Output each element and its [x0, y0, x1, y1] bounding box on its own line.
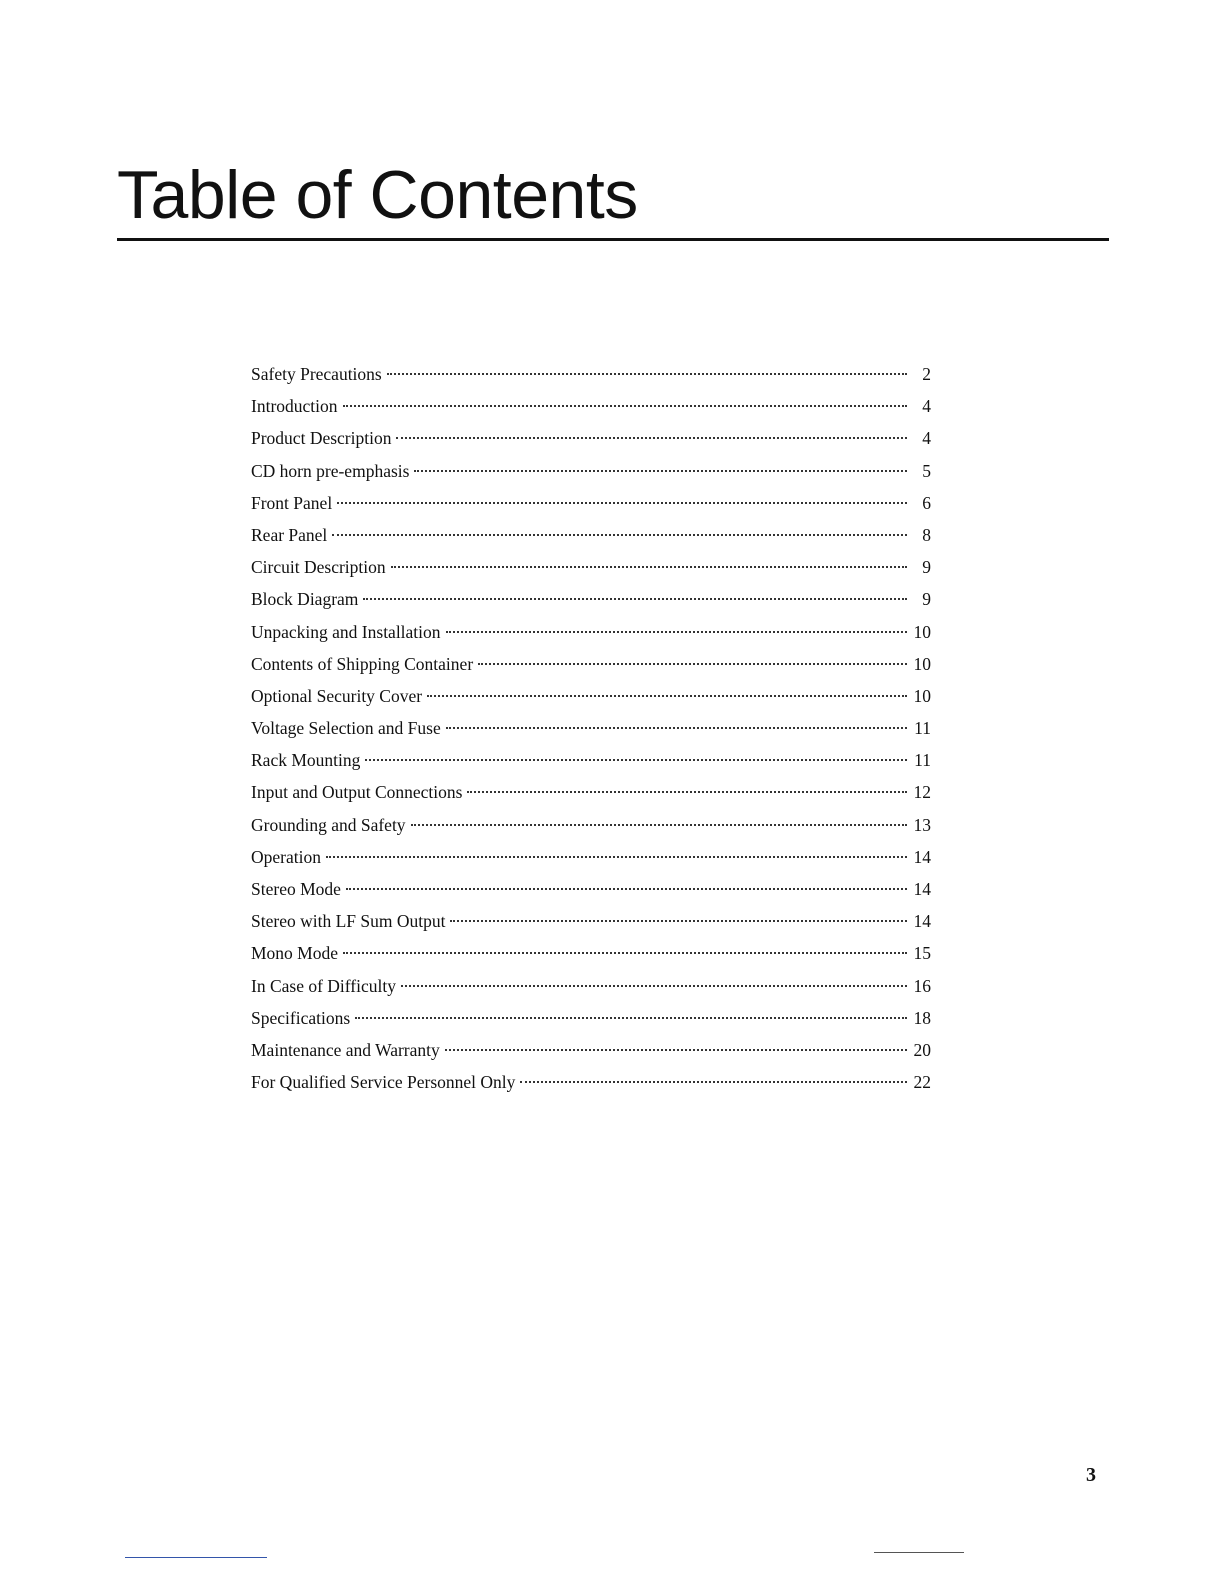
toc-entry-page: 9: [922, 589, 931, 610]
dot-leader: [450, 918, 907, 922]
toc-entry-title: Operation: [251, 846, 321, 867]
dot-leader: [467, 789, 907, 793]
dot-leader: [520, 1079, 907, 1083]
toc-entry[interactable]: [251, 809, 931, 841]
dot-leader: [478, 661, 907, 665]
toc-entry[interactable]: [251, 937, 931, 969]
dot-leader: [355, 1015, 907, 1019]
toc-entry[interactable]: [251, 1066, 931, 1098]
toc-entry-page: 16: [913, 975, 931, 996]
toc-entry-page: 4: [922, 428, 931, 449]
toc-entry-title: CD horn pre-emphasis: [251, 460, 410, 481]
toc-entry-page: 14: [913, 846, 931, 867]
toc-entry[interactable]: [251, 648, 931, 680]
toc-entry-title: Input and Output Connections: [251, 782, 463, 803]
toc-entry-title: For Qualified Service Personnel Only: [251, 1072, 516, 1093]
toc-entry-page: 11: [914, 718, 931, 739]
dot-leader: [346, 886, 907, 890]
toc-entry-page: 11: [914, 750, 931, 771]
toc-entry-title: Optional Security Cover: [251, 685, 423, 706]
dot-leader: [427, 693, 907, 697]
toc-entry-title: Stereo with LF Sum Output: [251, 911, 446, 932]
toc-entry[interactable]: [251, 905, 931, 937]
toc-entry[interactable]: [251, 487, 931, 519]
toc-entry[interactable]: [251, 680, 931, 712]
toc-entry-title: Front Panel: [251, 492, 333, 513]
dot-leader: [411, 822, 907, 826]
toc-entry-title: Specifications: [251, 1007, 351, 1028]
dot-leader: [387, 371, 907, 375]
toc-entry[interactable]: [251, 422, 931, 454]
toc-entry-title: Block Diagram: [251, 589, 359, 610]
dot-leader: [365, 757, 907, 761]
toc-entry[interactable]: [251, 455, 931, 487]
toc-entry[interactable]: [251, 970, 931, 1002]
toc-entry-page: 12: [913, 782, 931, 803]
page-number: 3: [1086, 1464, 1096, 1486]
toc-entry[interactable]: [251, 1002, 931, 1034]
toc-entry[interactable]: [251, 616, 931, 648]
toc-entry-page: 10: [913, 621, 931, 642]
dot-leader: [396, 435, 907, 439]
toc-entry-page: 8: [922, 524, 931, 545]
dot-leader: [445, 1047, 907, 1051]
dot-leader: [446, 725, 907, 729]
toc-entry-title: Voltage Selection and Fuse: [251, 718, 441, 739]
page-title: Table of Contents: [117, 157, 638, 233]
toc-entry-title: Product Description: [251, 428, 392, 449]
toc-entry-page: 10: [913, 653, 931, 674]
toc-entry-page: 20: [913, 1039, 931, 1060]
toc-entry[interactable]: [251, 1034, 931, 1066]
dot-leader: [363, 596, 907, 600]
toc-entry-title: Rear Panel: [251, 524, 328, 545]
toc-entry[interactable]: [251, 551, 931, 583]
toc-entry-title: Contents of Shipping Container: [251, 653, 474, 674]
dot-leader: [401, 983, 907, 987]
toc-entry-page: 18: [913, 1007, 931, 1028]
scan-artifact-line: [874, 1552, 964, 1553]
toc-list: [251, 358, 931, 1098]
dot-leader: [446, 629, 907, 633]
dot-leader: [326, 854, 907, 858]
toc-entry[interactable]: [251, 776, 931, 808]
toc-entry[interactable]: [251, 358, 931, 390]
toc-entry-page: 10: [913, 685, 931, 706]
toc-entry-title: In Case of Difficulty: [251, 975, 396, 996]
dot-leader: [343, 403, 907, 407]
dot-leader: [332, 532, 907, 536]
toc-entry-title: Mono Mode: [251, 943, 339, 964]
toc-entry-page: 15: [913, 943, 931, 964]
toc-entry-page: 9: [922, 557, 931, 578]
toc-entry-page: 13: [913, 814, 931, 835]
toc-entry-title: Safety Precautions: [251, 364, 382, 384]
toc-entry-page: 2: [922, 364, 931, 384]
dot-leader: [414, 468, 907, 472]
toc-entry-title: Unpacking and Installation: [251, 621, 441, 642]
toc-entry-title: Circuit Description: [251, 557, 386, 578]
toc-entry-title: Rack Mounting: [251, 750, 361, 771]
toc-entry-title: Grounding and Safety: [251, 814, 406, 835]
toc-entry[interactable]: [251, 519, 931, 551]
toc-entry-page: 14: [913, 879, 931, 899]
toc-entry-page: 22: [913, 1072, 931, 1093]
toc-entry-page: 4: [922, 396, 931, 417]
dot-leader: [343, 950, 907, 954]
scan-artifact-line: [125, 1557, 267, 1558]
dot-leader: [391, 564, 907, 568]
title-divider: [117, 238, 1109, 241]
toc-entry-title: Maintenance and Warranty: [251, 1039, 440, 1060]
toc-entry[interactable]: [251, 390, 931, 422]
toc-entry-page: 5: [922, 460, 931, 481]
toc-entry[interactable]: [251, 712, 931, 744]
toc-entry[interactable]: [251, 744, 931, 776]
toc-entry-page: 6: [922, 492, 931, 513]
toc-entry[interactable]: [251, 841, 931, 873]
toc-entry-title: Stereo Mode: [251, 879, 341, 899]
toc-entry-title: Introduction: [251, 396, 338, 417]
toc-entry-page: 14: [913, 911, 931, 932]
toc-entry[interactable]: [251, 583, 931, 615]
toc-entry[interactable]: [251, 873, 931, 905]
dot-leader: [337, 500, 907, 504]
